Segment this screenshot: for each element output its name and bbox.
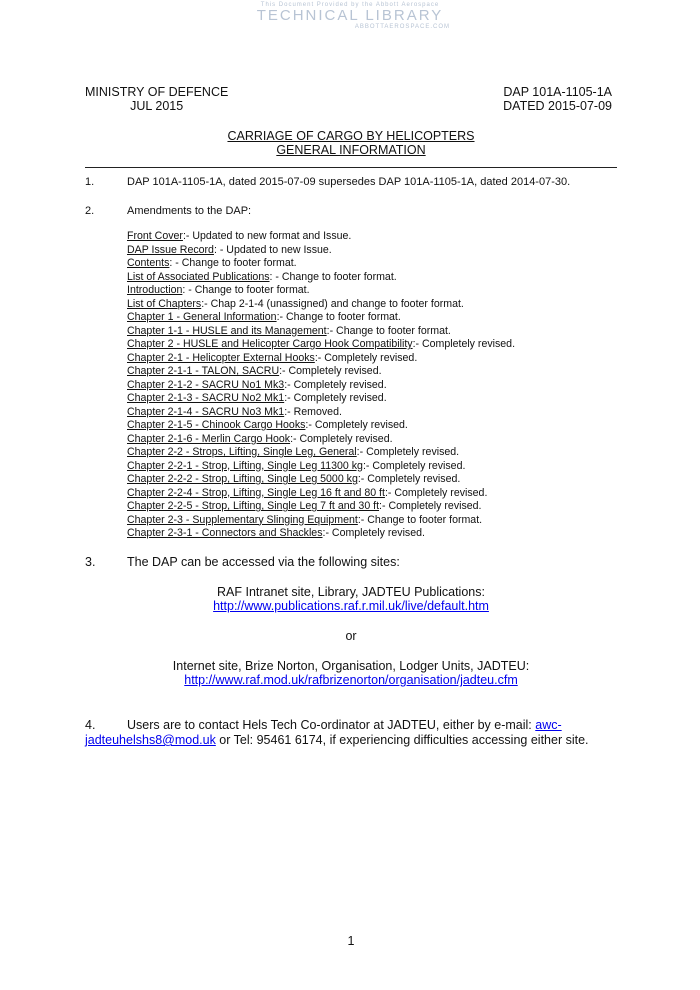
amendment-section: Chapter 2-3-1 - Connectors and Shackles xyxy=(127,527,323,539)
site2-label: Internet site, Brize Norton, Organisation, Lodger Units, JADTEU: xyxy=(172,659,530,673)
amendment-section: Chapter 2-2-5 - Strop, Lifting, Single Leg 7 ft and 30 ft xyxy=(127,500,380,512)
amendment-description: :- Completely revised. xyxy=(290,432,393,445)
title-line2: GENERAL INFORMATION xyxy=(276,143,426,157)
or-text: or xyxy=(345,629,357,643)
amendment-item xyxy=(127,460,515,474)
amendment-section: Chapter 2-1-2 - SACRU No1 Mk3 xyxy=(127,378,285,391)
amendment-item xyxy=(127,325,515,339)
amendment-item xyxy=(127,379,515,393)
amendment-description: :- Change to footer format. xyxy=(357,513,483,526)
site2-link[interactable]: http://www.raf.mod.uk/rafbrizenorton/organisation/jadteu.cfm xyxy=(184,673,518,687)
amendment-section: Chapter 2-2-4 - Strop, Lifting, Single Leg 16 ft and 80 ft xyxy=(127,486,385,499)
amendment-section: Contents xyxy=(127,257,170,269)
watermark-line2: TECHNICAL LIBRARY xyxy=(256,7,444,24)
amendment-description: :- Completely revised. xyxy=(322,527,425,539)
amendment-section: Chapter 2-1-1 - TALON, SACRU xyxy=(127,365,280,377)
amendment-section: List of Associated Publications xyxy=(127,270,270,283)
amendment-description: :- Completely revised. xyxy=(357,473,461,485)
amendment-section: Chapter 2-1-4 - SACRU No3 Mk1 xyxy=(127,405,285,418)
amendment-item xyxy=(127,257,515,271)
amendment-item xyxy=(127,338,515,352)
amendment-description: : - Change to footer format. xyxy=(182,284,310,296)
amendment-description: : - Change to footer format. xyxy=(169,257,297,269)
amendment-description: : - Change to footer format. xyxy=(269,270,397,283)
amendment-item xyxy=(127,365,515,379)
amendment-description: :- Completely revised. xyxy=(384,486,488,499)
watermark-line1: This Document Provided by the Abbott Aerospace xyxy=(260,2,440,8)
amendment-description: :- Removed. xyxy=(284,405,342,418)
amendment-item xyxy=(127,406,515,420)
dated: DATED 2015-07-09 xyxy=(503,99,612,113)
page-number: 1 xyxy=(347,934,355,948)
email-link-part1[interactable]: awc- xyxy=(535,718,562,732)
amendment-description: :- Change to footer format. xyxy=(326,324,451,337)
amendment-description: :- Completely revised. xyxy=(284,378,387,391)
doc-ref: DAP 101A-1105-1A xyxy=(503,85,612,99)
para4-line2 xyxy=(85,733,589,747)
amendment-section: Chapter 2-1-3 - SACRU No2 Mk1 xyxy=(127,392,285,404)
amendment-description: :- Completely revised. xyxy=(379,500,482,512)
amendment-section: Chapter 2-2-2 - Strop, Lifting, Single Leg 5000 kg xyxy=(127,473,358,485)
para2-num: 2. xyxy=(85,205,95,217)
amendment-section: List of Chapters xyxy=(127,297,202,310)
amendment-item xyxy=(127,527,515,541)
para1-num: 1. xyxy=(85,176,95,188)
para3-text: The DAP can be accessed via the following sites: xyxy=(127,555,400,569)
amendment-item xyxy=(127,500,515,514)
amendment-section: Chapter 2-2-1 - Strop, Lifting, Single Leg 11300 kg xyxy=(127,459,363,472)
amendment-description: :- Completely revised. xyxy=(412,338,516,350)
amendment-description: :- Completely revised. xyxy=(362,459,466,472)
amendment-section: DAP Issue Record xyxy=(127,243,214,256)
para4-num: 4. xyxy=(85,718,96,732)
amendment-section: Chapter 2-1 - Helicopter External Hooks xyxy=(127,351,315,364)
doc-title xyxy=(85,129,617,157)
amendment-description: : - Updated to new Issue. xyxy=(213,243,332,256)
watermark-line3: ABBOTTAEROSPACE.COM xyxy=(354,24,450,30)
amendment-description: :- Completely revised. xyxy=(279,365,382,377)
email-link-part2[interactable]: jadteuhelshs8@mod.uk xyxy=(85,733,216,747)
amendment-description: :- Completely revised. xyxy=(356,446,460,458)
amendment-item xyxy=(127,419,515,433)
amendment-section: Chapter 2 - HUSLE and Helicopter Cargo Hook Compatibility xyxy=(127,338,413,350)
para4-line1 xyxy=(127,718,562,732)
amendment-item xyxy=(127,433,515,447)
amendment-section: Introduction xyxy=(127,284,183,296)
amendment-item xyxy=(127,392,515,406)
amendment-section: Chapter 2-1-6 - Merlin Cargo Hook xyxy=(127,432,291,445)
amendment-section: Chapter 1 - General Information xyxy=(127,311,277,323)
amendment-description: :- Completely revised. xyxy=(284,392,387,404)
issue-date: JUL 2015 xyxy=(130,99,184,113)
amendment-item xyxy=(127,271,515,285)
amendment-list xyxy=(127,230,515,541)
amendment-item xyxy=(127,284,515,298)
amendment-description: :- Completely revised. xyxy=(305,419,408,431)
site1-link[interactable]: http://www.publications.raf.r.mil.uk/live/default.htm xyxy=(213,599,489,613)
org-name: MINISTRY OF DEFENCE xyxy=(85,85,229,99)
amendment-item xyxy=(127,446,515,460)
amendment-section: Chapter 2-2 - Strops, Lifting, Single Leg, General xyxy=(127,446,357,458)
amendment-section: Chapter 2-3 - Supplementary Slinging Equipment xyxy=(127,513,358,526)
amendment-item xyxy=(127,244,515,258)
amendment-item xyxy=(127,230,515,244)
header-left xyxy=(85,85,228,113)
amendment-item xyxy=(127,487,515,501)
amendment-description: :- Change to footer format. xyxy=(276,311,401,323)
amendment-item xyxy=(127,514,515,528)
para4-text-b: or Tel: 95461 6174, if experiencing difficulties accessing either site. xyxy=(215,733,589,747)
para4-text-a: Users are to contact Hels Tech Co-ordinator at JADTEU, either by e-mail: xyxy=(127,718,536,732)
amendment-section: Front Cover xyxy=(127,230,183,242)
para2-text: Amendments to the DAP: xyxy=(127,205,252,217)
amendment-description: :- Chap 2-1-4 (unassigned) and change to footer format. xyxy=(201,297,464,310)
amendment-description: :- Updated to new format and Issue. xyxy=(182,230,352,242)
site1-label: RAF Intranet site, Library, JADTEU Publications: xyxy=(217,585,485,599)
para1-text: DAP 101A-1105-1A, dated 2015-07-09 supersedes DAP 101A-1105-1A, dated 2014-07-30. xyxy=(127,176,571,188)
title-line1: CARRIAGE OF CARGO BY HELICOPTERS xyxy=(227,129,475,143)
amendment-item xyxy=(127,298,515,312)
amendment-description: :- Completely revised. xyxy=(314,351,418,364)
watermark-logo xyxy=(220,2,480,30)
para3-num: 3. xyxy=(85,555,96,569)
header-right xyxy=(503,85,612,113)
amendment-item xyxy=(127,352,515,366)
title-rule xyxy=(85,167,617,168)
amendment-item xyxy=(127,473,515,487)
amendment-section: Chapter 1-1 - HUSLE and its Management xyxy=(127,324,327,337)
amendment-item xyxy=(127,311,515,325)
amendment-section: Chapter 2-1-5 - Chinook Cargo Hooks xyxy=(127,419,306,431)
